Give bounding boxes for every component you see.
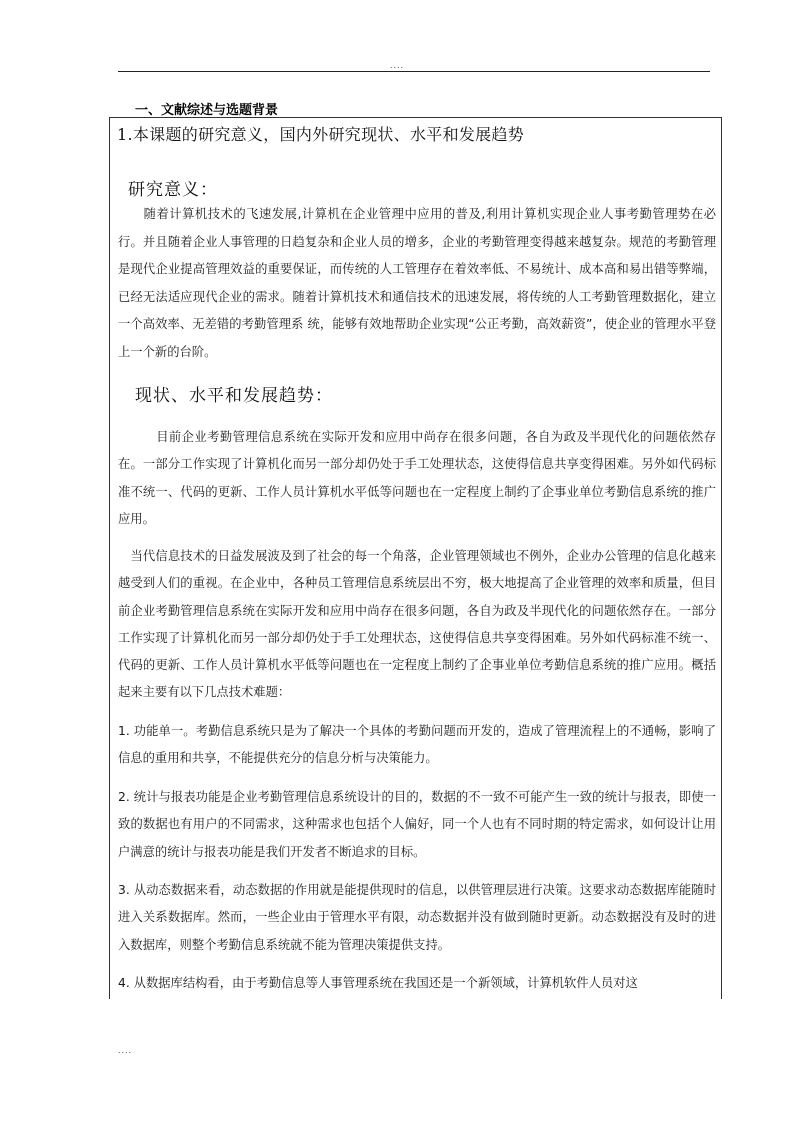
status-heading: 现状、水平和发展趋势： xyxy=(135,386,333,406)
footer-dots: .... xyxy=(118,1045,133,1055)
status-paragraph-1: 目前企业考勤管理信息系统在实际开发和应用中尚存在很多问题，各自为政及半现代化的问题依然存在。一部分工作实现了计算机化而另一部分却仍处于手工处理状态，这使得信息共享变得困难。另外如代码标准不统一、代码的更新、工作人员计算机水平低等问题也在一定程度上制约了企事业单位考勤信息系统的推广应用。 xyxy=(118,430,716,526)
header-rule xyxy=(118,71,710,72)
significance-heading: 研究意义： xyxy=(128,180,218,200)
status-paragraph-2: 当代信息技术的日益发展波及到了社会的每一个角落，企业管理领域也不例外，企业办公管理的信息化越来越受到人们的重视。在企业中，各种员工管理信息系统层出不穷，极大地提高了企业管理的效率和质量，但目前企业考勤管理信息系统在实际开发和应用中尚存在很多问题，各自为政及半现代化的问题依然存在。一部分工作实现了计算机化而另一部分却仍处于手工处理状态，这使得信息共享变得困难。另外如代码标准不统一、代码的更新、工作人员计算机水平低等问题也在一定程度上制约了企事业单位考勤信息系统的推广应用。概括起来主要有以下几点技术难题： xyxy=(118,549,716,700)
difficulty-item-4: 4. 从数据库结构看，由于考勤信息等人事管理系统在我国还是一个新领域，计算机软件人员对这 xyxy=(118,976,638,990)
section-title: 一、文献综述与选题背景 xyxy=(135,103,279,118)
difficulty-item-1: 1. 功能单一。考勤信息系统只是为了解决一个具体的考勤问题而开发的，造成了管理流程上的不通畅，影响了信息的重用和共享，不能提供充分的信息分析与决策能力。 xyxy=(118,724,716,766)
difficulty-item-2: 2. 统计与报表功能是企业考勤管理信息系统设计的目的，数据的不一致不可能产生一致的统计与报表，即使一致的数据也有用户的不同需求，这种需求也包括个人偏好，同一个人也有不同时期的特定需求，如何设计让用户满意的统计与报表功能是我们开发者不断追求的目标。 xyxy=(118,790,716,859)
question-heading: 1.本课题的研究意义，国内外研究现状、水平和发展趋势 xyxy=(117,125,525,144)
significance-paragraph: 随着计算机技术的飞速发展,计算机在企业管理中应用的普及,利用计算机实现企业人事考勤管理势在必行。并且随着企业人事管理的日趋复杂和企业人员的增多，企业的考勤管理变得越来越复杂。规范的考勤管理是现代企业提高管理效益的重要保证，而传统的人工管理存在着效率低、不易统计、成本高和易出错等弊端，已经无法适应现代企业的需求。随着计算机技术和通信技术的迅速发展，将传统的人工考勤管理数据化，建立一个高效率、无差错的考勤管理系 统，能够有效地帮助企业实现“公正考勤，高效薪资”，使企业的管理水平登上一个新的台阶。 xyxy=(118,207,716,359)
header-dots: .... xyxy=(389,60,404,70)
difficulty-item-3: 3. 从动态数据来看，动态数据的作用就是能提供现时的信息，以供管理层进行决策。这要求动态数据库能随时进入关系数据库。然而，一些企业由于管理水平有限，动态数据并没有做到随时更新。动态数据没有及时的进入数据库，则整个考勤信息系统就不能为管理决策提供支持。 xyxy=(118,883,716,952)
